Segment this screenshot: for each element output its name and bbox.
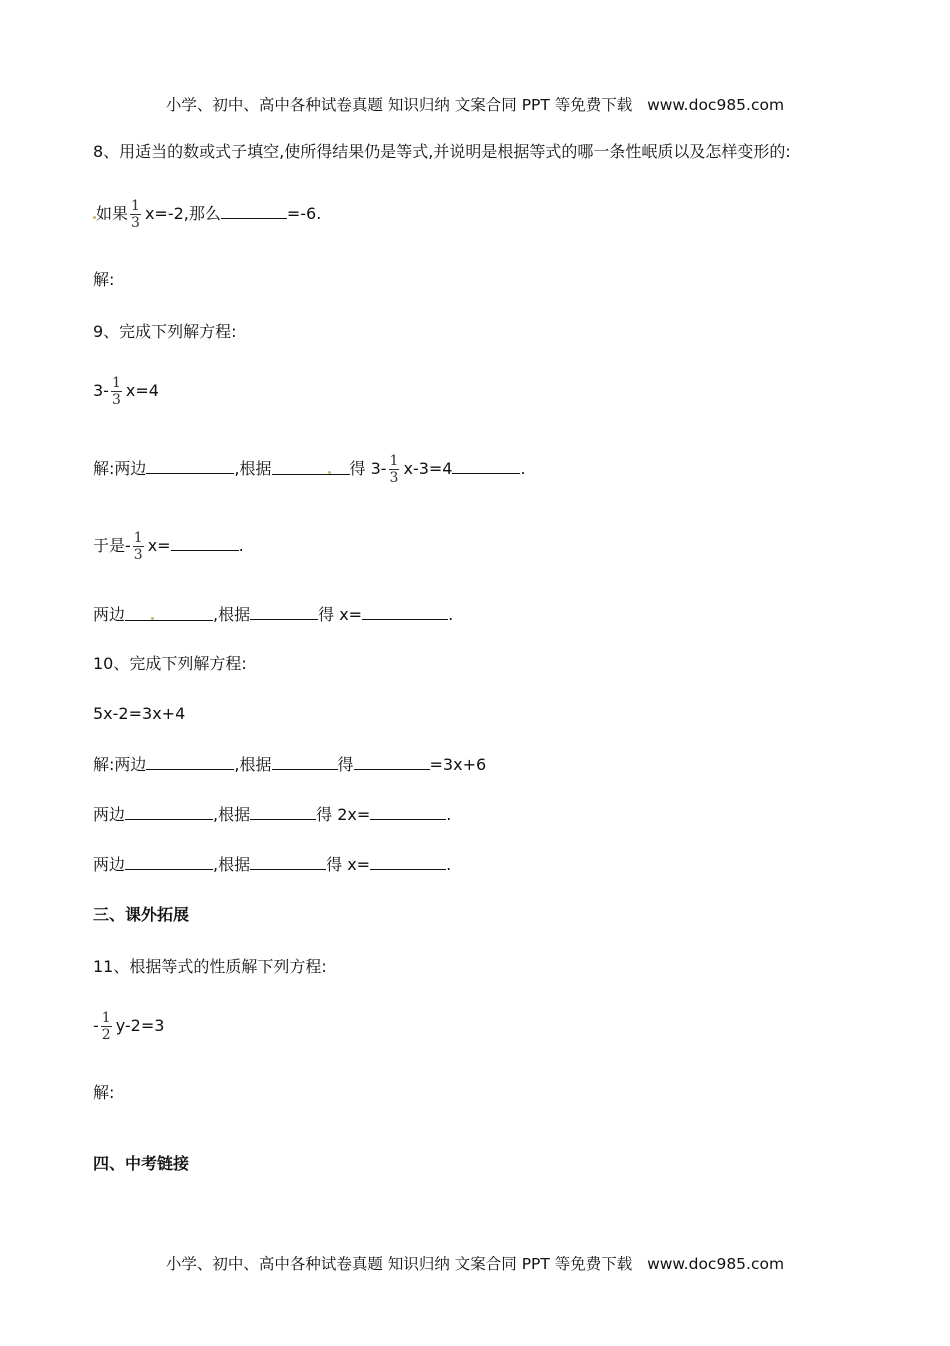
q9-step1-text-d: x-3=4 [403, 459, 453, 478]
q11-solution-label: 解: [93, 1083, 115, 1102]
q9-step2-frac-num: 1 [133, 530, 143, 546]
q10-step2-blank1[interactable] [125, 803, 213, 820]
q11-prompt: 11、根据等式的性质解下列方程: [93, 957, 327, 976]
q10-step1-blank3[interactable] [354, 753, 430, 770]
q9-frac-num: 1 [111, 375, 121, 391]
q9-frac-den: 3 [111, 392, 121, 408]
q11-frac-den: 2 [101, 1027, 111, 1043]
q10-step1-text-d: =3x+6 [429, 755, 487, 774]
q8-frac-num: 1 [131, 198, 140, 214]
q9-step3-blank1[interactable] [125, 604, 213, 621]
q10-step2-text-a: 两边 [93, 805, 126, 824]
header-text: 小学、初中、高中各种试卷真题 知识归纳 文案合同 PPT 等免费下载 [165, 96, 633, 114]
footer-text: 小学、初中、高中各种试卷真题 知识归纳 文案合同 PPT 等免费下载 [165, 1255, 633, 1273]
q8-equation [93, 198, 321, 231]
page-header [0, 93, 950, 115]
q10-step3-text-b: ,根据 [213, 855, 251, 874]
q10-step2-blank3[interactable] [370, 803, 446, 820]
q11-frac-num: 1 [101, 1010, 111, 1026]
q11-eq-prefix: - [93, 1016, 99, 1035]
q8-fraction [130, 198, 141, 231]
q8-eq-suffix: =-6. [286, 204, 322, 223]
q10-step2-text-d: . [446, 805, 452, 824]
q9-step1-frac-den: 3 [389, 470, 399, 486]
q9-step2-text-c: . [238, 536, 244, 555]
q10-step3-blank1[interactable] [125, 853, 213, 870]
q10-step1 [93, 753, 486, 776]
footer-url[interactable]: www.doc985.com [647, 1255, 785, 1273]
section3-title: 三、课外拓展 [93, 905, 190, 924]
q9-step2-frac-den: 3 [133, 547, 143, 563]
q9-step3-text-b: ,根据 [213, 605, 251, 624]
q11-eq-suffix: y-2=3 [115, 1016, 165, 1035]
q9-step1-text-b: ,根据 [234, 459, 272, 478]
q8-solution-label: 解: [93, 270, 115, 289]
q10-step3-text-a: 两边 [93, 855, 126, 874]
q10-step1-blank1[interactable] [146, 753, 234, 770]
q10-step2 [93, 803, 451, 826]
q10-step3-text-c: 得 x= [326, 855, 371, 874]
q9-step1 [93, 453, 526, 486]
header-url[interactable]: www.doc985.com [647, 96, 785, 114]
q10-equation: 5x-2=3x+4 [93, 704, 186, 723]
q9-equation [93, 375, 159, 408]
q9-fraction [111, 375, 122, 408]
q9-eq-suffix: x=4 [125, 381, 159, 400]
q9-step1-blank2[interactable] [272, 458, 350, 475]
q9-step2-fraction [133, 530, 144, 563]
q9-prompt: 9、完成下列解方程: [93, 322, 237, 341]
q9-step2-text-b: x= [147, 536, 171, 555]
decorative-dot [151, 617, 154, 620]
q9-step2-text-a: 于是- [93, 536, 131, 555]
q8-eq-mid: x=-2,那么 [144, 204, 221, 223]
q9-step3-blank2[interactable] [250, 603, 318, 620]
q9-step1-text-e: . [520, 459, 526, 478]
q9-step3-text-d: . [448, 605, 454, 624]
q9-eq-prefix: 3- [93, 381, 109, 400]
q11-equation [93, 1010, 164, 1043]
q9-step1-blank3[interactable] [452, 457, 520, 474]
q10-step3-blank2[interactable] [250, 853, 326, 870]
q9-step3-text-c: 得 x= [318, 605, 363, 624]
q9-step1-text-a: 解:两边 [93, 459, 147, 478]
q9-step3-text-a: 两边 [93, 605, 126, 624]
q11-fraction [101, 1010, 112, 1043]
section4-title: 四、中考链接 [93, 1154, 190, 1173]
q10-step1-text-c: 得 [337, 755, 354, 774]
q10-step2-text-b: ,根据 [213, 805, 251, 824]
q9-step3-blank3[interactable] [362, 603, 448, 620]
page-footer [0, 1252, 950, 1274]
q10-step3-blank3[interactable] [370, 853, 446, 870]
q8-prompt: 8、用适当的数或式子填空,使所得结果仍是等式,并说明是根据等式的哪一条性岷质以及怎样变形的: [93, 142, 791, 161]
q9-step1-frac-num: 1 [389, 453, 399, 469]
q10-prompt: 10、完成下列解方程: [93, 654, 247, 673]
q10-step2-text-c: 得 2x= [316, 805, 371, 824]
q9-step1-blank1[interactable] [146, 457, 234, 474]
q9-step3 [93, 603, 453, 626]
q9-step2-blank[interactable] [171, 534, 239, 551]
q8-eq-prefix: 如果 [96, 204, 129, 223]
decorative-dot [328, 471, 331, 474]
q8-frac-den: 3 [131, 215, 140, 231]
q10-step1-text-b: ,根据 [234, 755, 272, 774]
q10-step2-blank2[interactable] [250, 803, 316, 820]
q8-blank[interactable] [221, 202, 287, 219]
q9-step1-text-c: 得 3- [349, 459, 387, 478]
q10-step1-text-a: 解:两边 [93, 755, 147, 774]
q10-step3-text-d: . [446, 855, 452, 874]
q10-step3 [93, 853, 451, 876]
q10-step1-blank2[interactable] [272, 753, 338, 770]
q9-step2 [93, 530, 244, 563]
q9-step1-fraction [389, 453, 400, 486]
